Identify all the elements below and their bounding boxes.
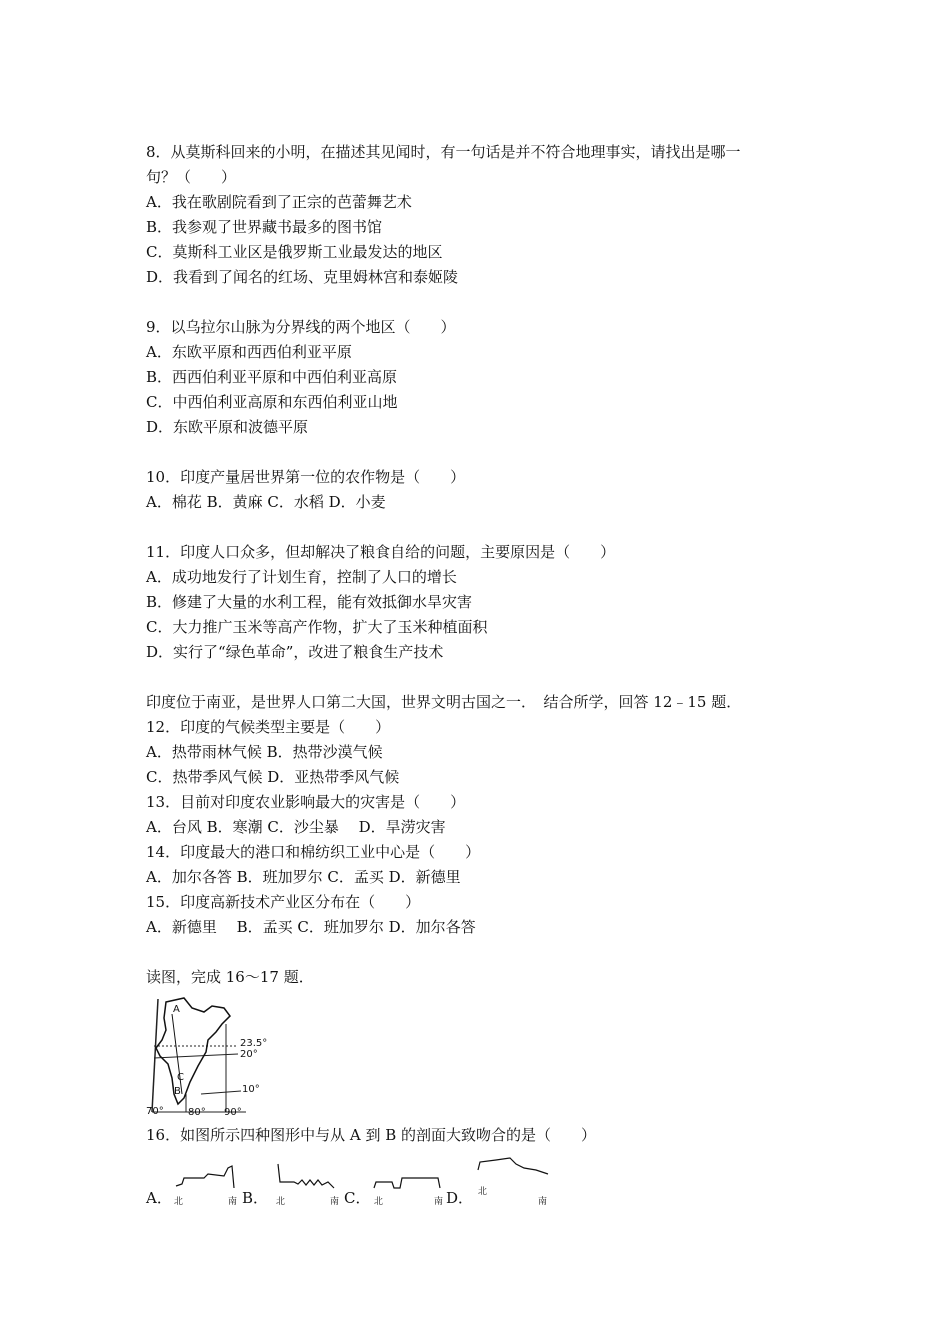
profile-a-north: 北 (174, 1197, 184, 1207)
profile-c-drawing (372, 1158, 446, 1198)
q8-option: D．我看到了闻名的红场、克里姆林宫和泰姬陵 (146, 268, 459, 286)
q11-option: B．修建了大量的水利工程，能有效抵御水旱灾害 (146, 593, 473, 611)
map-label-lon-80: 80° (188, 1107, 206, 1118)
q9-stem: 9．以乌拉尔山脉为分界线的两个地区（ ） (146, 318, 456, 336)
profile-b-south: 南 (330, 1197, 340, 1207)
worksheet-page (146, 140, 816, 1214)
profile-c-north: 北 (374, 1197, 384, 1207)
question-16: 16．如图所示四种图形中与从 A 到 B 的剖面大致吻合的是（ ） (146, 1126, 597, 1144)
profile-d-south: 南 (538, 1197, 548, 1207)
q12-option: C．热带季风气候 D．亚热带季风气候 (146, 768, 400, 786)
q9-option: C．中西伯利亚高原和东西伯利亚山地 (146, 393, 398, 411)
profile-a-drawing (174, 1158, 244, 1198)
question-block-12-15 (146, 715, 816, 940)
profile-d-drawing (476, 1150, 552, 1190)
q15-stem: 15．印度高新技术产业区分布在（ ） (146, 893, 421, 911)
q12-option: A．热带雨林气候 B．热带沙漠气候 (146, 743, 383, 761)
profile-d-north: 北 (478, 1187, 488, 1197)
q15-option: A．新德里 B．孟买 C．班加罗尔 D．加尔各答 (146, 918, 476, 936)
q9-option: B．西西伯利亚平原和中西伯利亚高原 (146, 368, 398, 386)
profile-b-north: 北 (276, 1197, 286, 1207)
option-b-label: B． (242, 1189, 269, 1207)
option-d-label: D． (446, 1189, 474, 1207)
map-label-lat-10: 10° (242, 1084, 260, 1095)
q9-option: A．东欧平原和西西伯利亚平原 (146, 343, 352, 361)
map-label-a: A (173, 1004, 180, 1015)
q8-option: B．我参观了世界藏书最多的图书馆 (146, 218, 383, 236)
read-map-instruction: 读图，完成 16～17 题． (146, 968, 314, 986)
q8-stem: 句？（ ） (146, 168, 237, 186)
profile-c-south: 南 (434, 1197, 444, 1207)
map-label-b: B (174, 1086, 181, 1097)
q10-stem: 10．印度产量居世界第一位的农作物是（ ） (146, 468, 466, 486)
option-a-label: A． (146, 1189, 172, 1207)
q9-option: D．东欧平原和波德平原 (146, 418, 309, 436)
q10-option: A．棉花 B．黄麻 C．水稻 D．小麦 (146, 493, 386, 511)
profile-b-drawing (274, 1158, 344, 1198)
profile-a-south: 南 (228, 1197, 238, 1207)
q11-stem: 11．印度人口众多，但却解决了粮食自给的问题，主要原因是（ ） (146, 543, 616, 561)
q8-stem: 8．从莫斯科回来的小明，在描述其见闻时，有一句话是并不符合地理事实，请找出是哪一 (146, 143, 741, 161)
q14-stem: 14．印度最大的港口和棉纺织工业中心是（ ） (146, 843, 481, 861)
map-label-lat-20: 20° (240, 1049, 258, 1060)
q11-option: A．成功地发行了计划生育，控制了人口的增长 (146, 568, 457, 586)
q11-option: D．实行了“绿色革命”，改进了粮食生产技术 (146, 643, 444, 661)
option-c-label: C． (344, 1189, 371, 1207)
map-label-lat-23-5: 23.5° (240, 1038, 268, 1049)
question-block-8-11 (146, 140, 816, 690)
q13-stem: 13．目前对印度农业影响最大的灾害是（ ） (146, 793, 466, 811)
q8-option: C．莫斯科工业区是俄罗斯工业最发达的地区 (146, 243, 443, 261)
map-label-c: C (177, 1072, 184, 1083)
map-label-lon-70: 70° (146, 1106, 164, 1117)
india-map-figure (146, 994, 276, 1119)
map-label-lon-90: 90° (224, 1107, 242, 1118)
q11-option: C．大力推广玉米等高产作物，扩大了玉米种植面积 (146, 618, 488, 636)
q14-option: A．加尔各答 B．班加罗尔 C．孟买 D．新德里 (146, 868, 461, 886)
profile-options (146, 1154, 816, 1214)
q12-stem: 12．印度的气候类型主要是（ ） (146, 718, 391, 736)
q13-option: A．台风 B．寒潮 C．沙尘暴 D．旱涝灾害 (146, 818, 446, 836)
q8-option: A．我在歌剧院看到了正宗的芭蕾舞艺术 (146, 193, 412, 211)
group-intro: 印度位于南亚，是世界人口第二大国，世界文明古国之一． 结合所学，回答 12﹣15 题． (146, 693, 742, 711)
